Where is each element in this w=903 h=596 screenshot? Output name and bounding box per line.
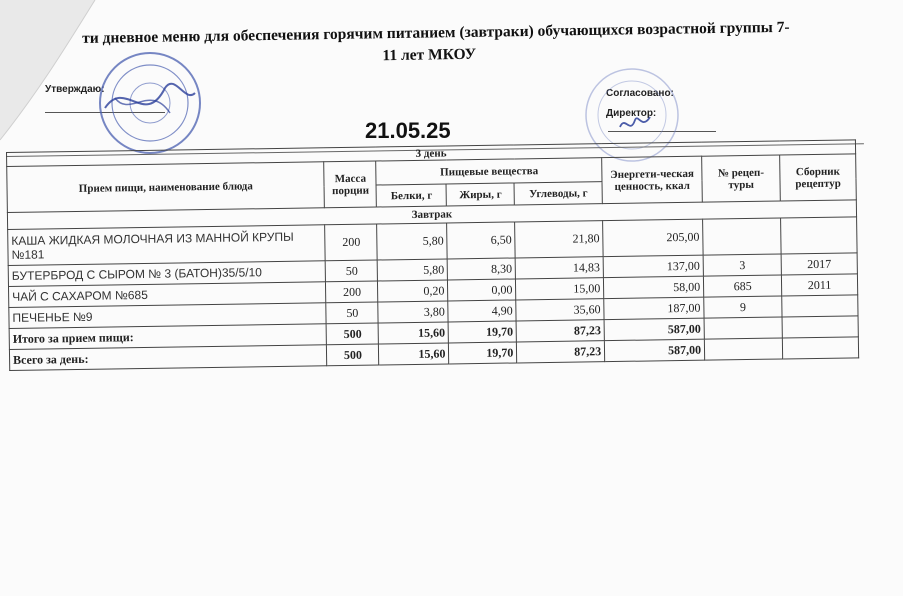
title-line-2: 11 лет МКОУ [382,45,477,65]
header-recipe: № рецеп-туры [702,155,781,202]
subtotal-mass: 500 [327,323,379,345]
header-protein: Белки, г [376,184,446,207]
header-fat: Жиры, г [446,183,514,206]
dish-name: БУТЕРБРОД С СЫРОМ № 3 (БАТОН)35/5/10 [8,261,326,287]
agree-label: Согласовано: [606,88,674,99]
title-line-1: ти дневное меню для обеспечения горячим питанием (завтраки) обучающихся возрастной группы 7- [82,18,790,47]
subtotal-energy: 587,00 [604,318,704,340]
subtotal-collection [782,316,858,338]
dish-energy: 205,00 [603,219,703,256]
dish-mass: 50 [326,302,378,324]
section-breakfast: Завтрак [7,200,856,230]
dish-carbs: 21,80 [515,221,603,258]
subtotal-fat: 19,70 [448,321,516,343]
total-recipe [704,338,782,360]
dish-mass: 50 [326,260,378,282]
header-energy: Энергети-ческая ценность, ккал [602,156,703,203]
dish-collection [782,295,858,317]
dish-energy: 58,00 [604,276,704,298]
header-carbs: Углеводы, г [514,182,602,205]
dish-mass: 200 [326,281,378,303]
dish-energy: 137,00 [603,255,703,277]
dish-carbs: 15,00 [516,278,604,300]
dish-fat: 0,00 [448,279,516,301]
header-mass: Масса порции [324,161,377,208]
dish-name: КАША ЖИДКАЯ МОЛОЧНАЯ ИЗ МАННОЙ КРУПЫ №181 [8,225,326,266]
total-protein: 15,60 [379,343,449,365]
dish-name: ПЕЧЕНЬЕ №9 [9,303,327,329]
total-carbs: 87,23 [517,341,605,363]
subtotal-carbs: 87,23 [516,320,604,342]
dish-recipe: 685 [704,275,782,297]
day-label: 3 день [7,140,856,167]
header-collection: Сборник рецептур [780,154,857,201]
dish-collection [781,217,858,254]
menu-date: 21.05.25 [365,118,451,143]
dish-fat: 4,90 [448,300,516,322]
dish-carbs: 35,60 [516,299,604,321]
dish-protein: 0,20 [378,280,448,302]
dish-collection: 2017 [781,253,857,275]
dish-recipe: 3 [703,254,781,276]
total-energy: 587,00 [605,339,705,361]
dish-recipe: 9 [704,296,782,318]
subtotal-protein: 15,60 [379,322,449,344]
subtotal-recipe [704,317,782,339]
total-collection [782,337,858,359]
dish-fat: 6,50 [447,222,515,259]
total-mass: 500 [327,344,379,366]
dish-energy: 187,00 [604,297,704,319]
dish-name: ЧАЙ С САХАРОМ №685 [8,282,326,308]
total-fat: 19,70 [449,342,517,364]
menu-table [6,139,859,371]
subtotal-label: Итого за прием пищи: [9,324,327,350]
dish-protein: 5,80 [378,259,448,281]
dish-carbs: 14,83 [515,257,603,279]
menu-table-wrap [6,139,865,371]
school-stamp-icon [95,48,205,158]
header-meal: Прием пищи, наименование блюда [7,162,325,213]
director-label: Директор: [606,108,657,119]
header-nutrients: Пищевые вещества [376,158,602,185]
total-label: Всего за день: [9,345,327,371]
dish-fat: 8,30 [447,258,515,280]
dish-recipe [703,218,781,255]
dish-protein: 5,80 [377,223,447,260]
approve-label: Утверждаю: [45,84,105,95]
dish-protein: 3,80 [378,301,448,323]
dish-collection: 2011 [781,274,857,296]
dish-mass: 200 [325,224,377,261]
